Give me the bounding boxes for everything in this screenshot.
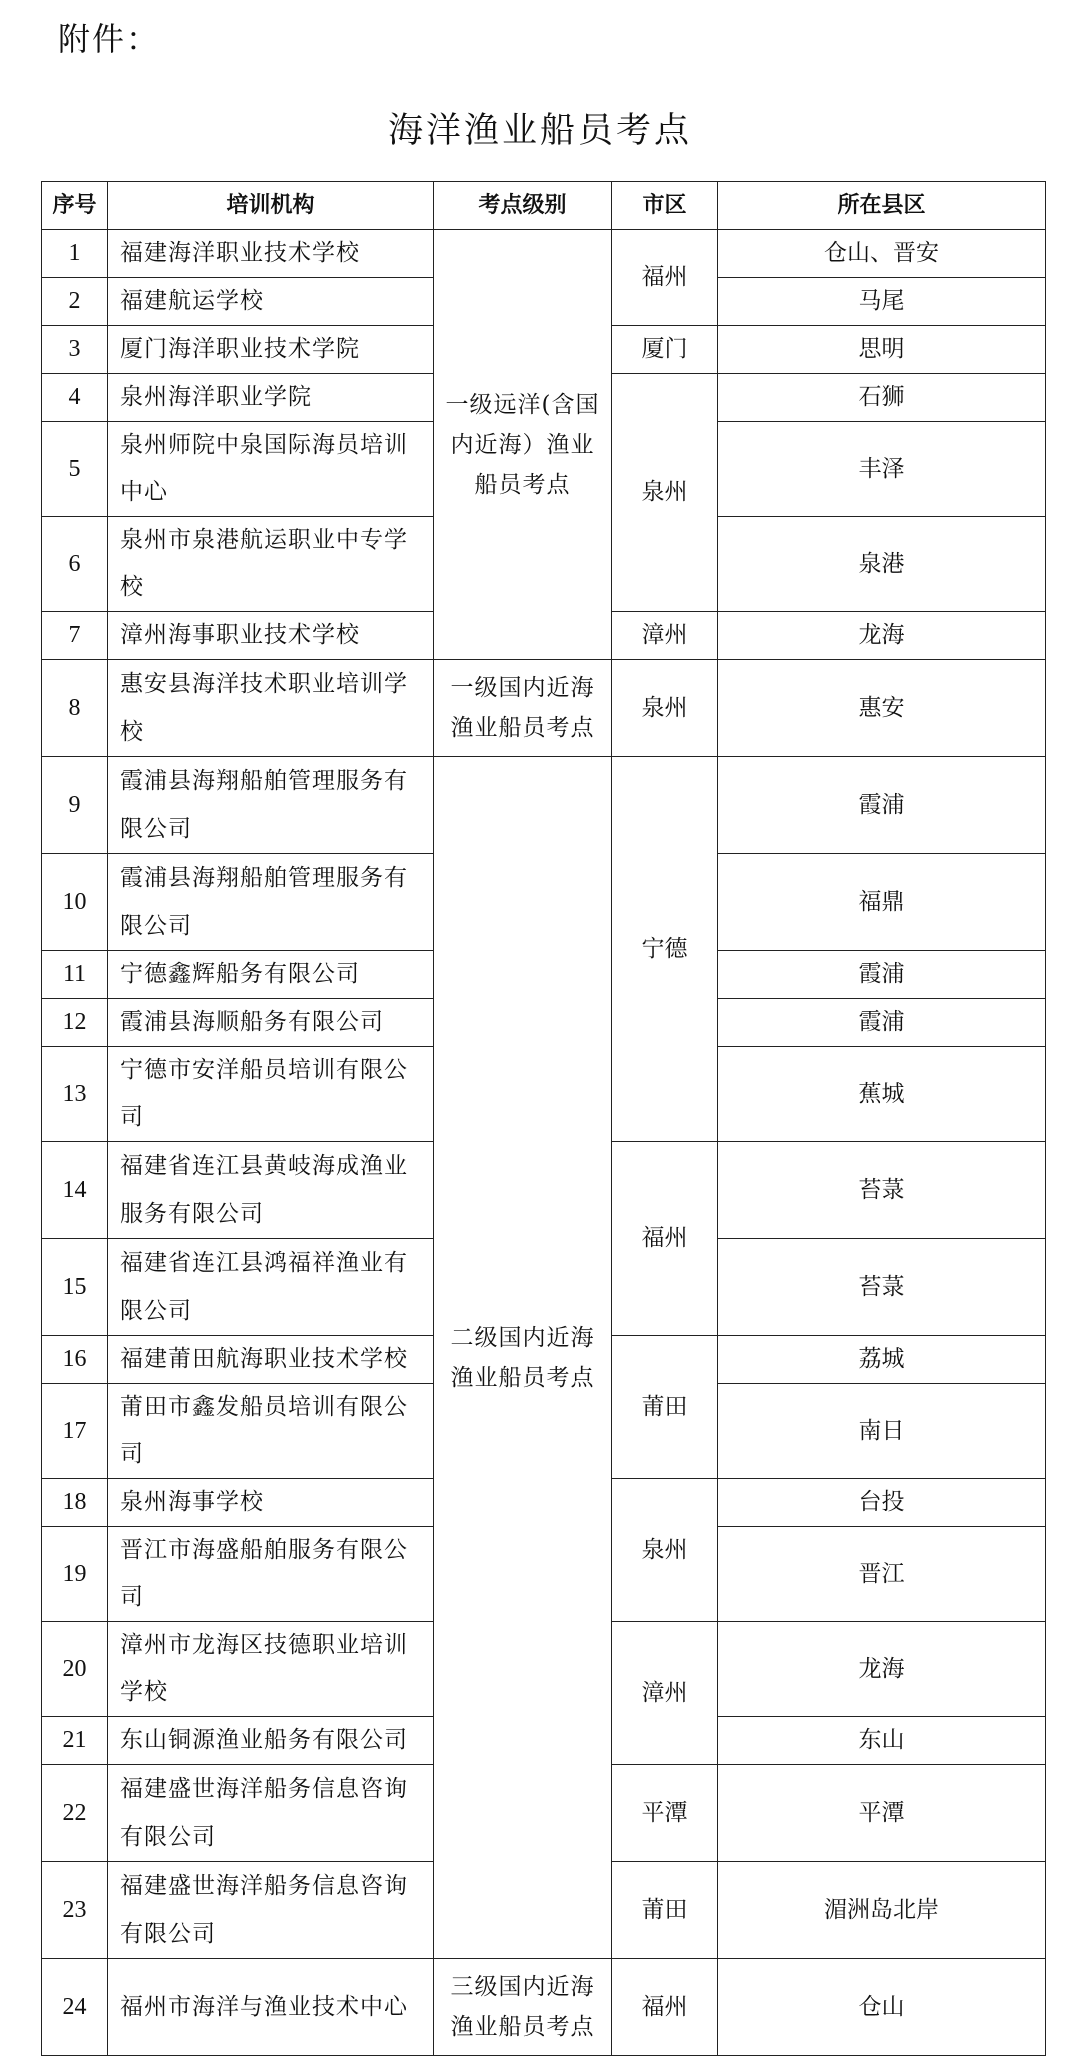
- row-number: 7: [42, 612, 108, 660]
- header-level: 考点级别: [434, 182, 612, 230]
- district: 东山: [718, 1717, 1046, 1765]
- city: 宁德: [612, 757, 718, 1142]
- district: 丰泽: [718, 422, 1046, 517]
- district: 霞浦: [718, 757, 1046, 854]
- training-org: 福建省连江县鸿福祥渔业有限公司: [108, 1239, 434, 1336]
- training-org: 福建盛世海洋船务信息咨询有限公司: [108, 1862, 434, 1959]
- city: 厦门: [612, 326, 718, 374]
- district: 湄洲岛北岸: [718, 1862, 1046, 1959]
- row-number: 14: [42, 1142, 108, 1239]
- row-number: 16: [42, 1336, 108, 1384]
- district: 苔菉: [718, 1142, 1046, 1239]
- training-org: 漳州海事职业技术学校: [108, 612, 434, 660]
- training-org: 泉州市泉港航运职业中专学校: [108, 517, 434, 612]
- exam-level: 一级远洋(含国内近海）渔业船员考点: [434, 230, 612, 660]
- exam-level: 二级国内近海渔业船员考点: [434, 757, 612, 1959]
- header-no: 序号: [42, 182, 108, 230]
- city: 莆田: [612, 1862, 718, 1959]
- training-org: 惠安县海洋技术职业培训学校: [108, 660, 434, 757]
- training-org: 莆田市鑫发船员培训有限公司: [108, 1384, 434, 1479]
- city: 福州: [612, 1959, 718, 2056]
- district: 福鼎: [718, 854, 1046, 951]
- row-number: 1: [42, 230, 108, 278]
- table-row: [42, 757, 1046, 854]
- city: 漳州: [612, 612, 718, 660]
- training-org: 晋江市海盛船舶服务有限公司: [108, 1527, 434, 1622]
- training-org: 福建海洋职业技术学校: [108, 230, 434, 278]
- city: 漳州: [612, 1622, 718, 1765]
- district: 霞浦: [718, 951, 1046, 999]
- row-number: 5: [42, 422, 108, 517]
- training-org: 厦门海洋职业技术学院: [108, 326, 434, 374]
- city: 泉州: [612, 374, 718, 612]
- row-number: 21: [42, 1717, 108, 1765]
- training-org: 泉州师院中泉国际海员培训中心: [108, 422, 434, 517]
- row-number: 20: [42, 1622, 108, 1717]
- city: 莆田: [612, 1336, 718, 1479]
- city: 福州: [612, 1142, 718, 1336]
- district: 石狮: [718, 374, 1046, 422]
- row-number: 24: [42, 1959, 108, 2056]
- district: 苔菉: [718, 1239, 1046, 1336]
- header-org: 培训机构: [108, 182, 434, 230]
- row-number: 18: [42, 1479, 108, 1527]
- city: 平潭: [612, 1765, 718, 1862]
- training-org: 福建省连江县黄岐海成渔业服务有限公司: [108, 1142, 434, 1239]
- training-org: 东山铜源渔业船务有限公司: [108, 1717, 434, 1765]
- district: 惠安: [718, 660, 1046, 757]
- training-org: 霞浦县海翔船舶管理服务有限公司: [108, 757, 434, 854]
- training-org: 泉州海事学校: [108, 1479, 434, 1527]
- district: 蕉城: [718, 1047, 1046, 1142]
- row-number: 15: [42, 1239, 108, 1336]
- row-number: 8: [42, 660, 108, 757]
- table-row: [42, 230, 1046, 278]
- district: 仓山: [718, 1959, 1046, 2056]
- city: 福州: [612, 230, 718, 326]
- training-org: 福建莆田航海职业技术学校: [108, 1336, 434, 1384]
- row-number: 22: [42, 1765, 108, 1862]
- row-number: 17: [42, 1384, 108, 1479]
- header-district: 所在县区: [718, 182, 1046, 230]
- row-number: 2: [42, 278, 108, 326]
- training-org: 霞浦县海翔船舶管理服务有限公司: [108, 854, 434, 951]
- attachment-label: 附件：: [58, 20, 161, 58]
- district: 仓山、晋安: [718, 230, 1046, 278]
- city: 泉州: [612, 660, 718, 757]
- training-org: 福州市海洋与渔业技术中心: [108, 1959, 434, 2056]
- page-title: 海洋渔业船员考点: [387, 111, 692, 151]
- district: 晋江: [718, 1527, 1046, 1622]
- row-number: 23: [42, 1862, 108, 1959]
- district: 思明: [718, 326, 1046, 374]
- exam-level: 三级国内近海渔业船员考点: [434, 1959, 612, 2056]
- row-number: 6: [42, 517, 108, 612]
- district: 龙海: [718, 1622, 1046, 1717]
- district: 荔城: [718, 1336, 1046, 1384]
- training-org: 霞浦县海顺船务有限公司: [108, 999, 434, 1047]
- district: 南日: [718, 1384, 1046, 1479]
- header-city: 市区: [612, 182, 718, 230]
- table-row: [42, 660, 1046, 757]
- exam-site-table: [41, 181, 1046, 2056]
- table-row: [42, 1959, 1046, 2056]
- training-org: 宁德市安洋船员培训有限公司: [108, 1047, 434, 1142]
- row-number: 13: [42, 1047, 108, 1142]
- row-number: 11: [42, 951, 108, 999]
- training-org: 福建盛世海洋船务信息咨询有限公司: [108, 1765, 434, 1862]
- table-header-row: [42, 182, 1046, 230]
- row-number: 9: [42, 757, 108, 854]
- district: 龙海: [718, 612, 1046, 660]
- row-number: 4: [42, 374, 108, 422]
- exam-level: 一级国内近海渔业船员考点: [434, 660, 612, 757]
- district: 马尾: [718, 278, 1046, 326]
- city: 泉州: [612, 1479, 718, 1622]
- training-org: 福建航运学校: [108, 278, 434, 326]
- row-number: 19: [42, 1527, 108, 1622]
- training-org: 漳州市龙海区技德职业培训学校: [108, 1622, 434, 1717]
- district: 泉港: [718, 517, 1046, 612]
- training-org: 宁德鑫辉船务有限公司: [108, 951, 434, 999]
- row-number: 12: [42, 999, 108, 1047]
- training-org: 泉州海洋职业学院: [108, 374, 434, 422]
- district: 台投: [718, 1479, 1046, 1527]
- district: 平潭: [718, 1765, 1046, 1862]
- row-number: 3: [42, 326, 108, 374]
- district: 霞浦: [718, 999, 1046, 1047]
- row-number: 10: [42, 854, 108, 951]
